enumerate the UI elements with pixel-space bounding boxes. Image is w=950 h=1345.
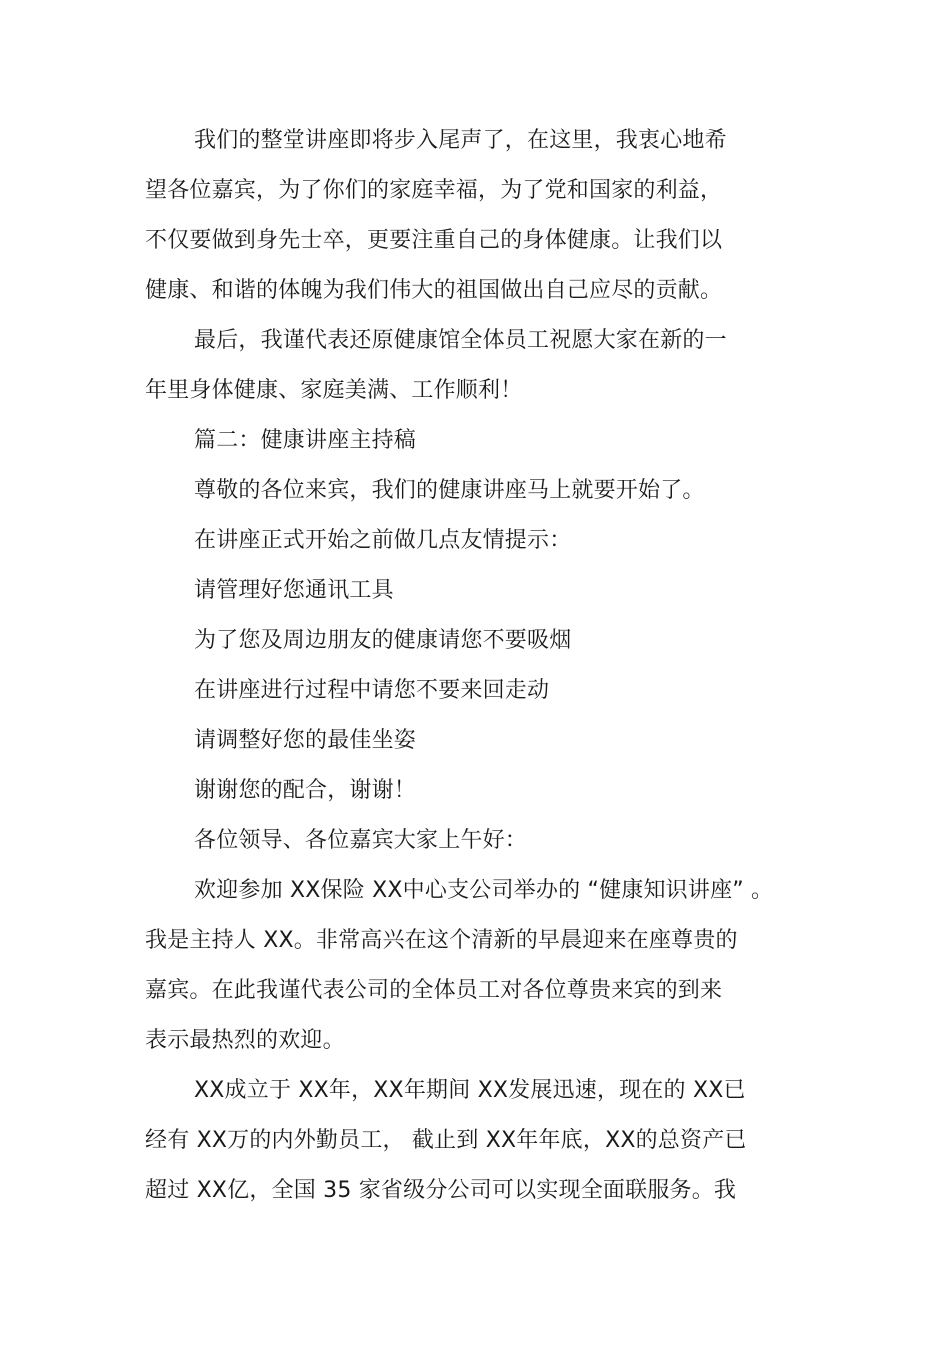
text-line-5: 最后，我谨代表还原健康馆全体员工祝愿大家在新的一 [194, 328, 727, 353]
text-line-17: 我是主持人 XX。非常高兴在这个清新的早晨迎来在座尊贵的 [145, 928, 738, 953]
text-line-20: XX成立于 XX年，XX年期间 XX发展迅速，现在的 XX已 [194, 1078, 746, 1103]
text-line-22: 超过 XX亿，全国 35 家省级分公司可以实现全面联服务。我 [145, 1178, 737, 1203]
text-line-13: 请调整好您的最佳坐姿 [194, 728, 417, 753]
text-line-1: 我们的整堂讲座即将步入尾声了，在这里，我衷心地希 [194, 128, 727, 153]
text-line-12: 在讲座进行过程中请您不要来回走动 [194, 678, 550, 703]
text-line-6: 年里身体健康、家庭美满、工作顺利！ [145, 378, 523, 403]
text-line-19: 表示最热烈的欢迎。 [145, 1028, 345, 1053]
text-line-16: 欢迎参加 XX保险 XX中心支公司举办的 “健康知识讲座” 。 [194, 878, 774, 903]
text-line-11: 为了您及周边朋友的健康请您不要吸烟 [194, 628, 572, 653]
text-line-8: 尊敬的各位来宾，我们的健康讲座马上就要开始了。 [194, 478, 705, 503]
text-line-3: 不仅要做到身先士卒，更要注重自己的身体健康。让我们以 [145, 228, 723, 253]
section-heading: 篇二：健康讲座主持稿 [194, 428, 417, 453]
text-line-21: 经有 XX万的内外勤员工， 截止到 XX年年底，XX的总资产已 [145, 1128, 747, 1153]
text-line-14: 谢谢您的配合，谢谢！ [194, 778, 417, 803]
text-line-15: 各位领导、各位嘉宾大家上午好： [194, 828, 528, 853]
text-line-10: 请管理好您通讯工具 [194, 578, 394, 603]
text-line-18: 嘉宾。在此我谨代表公司的全体员工对各位尊贵来宾的到来 [145, 978, 723, 1003]
text-line-2: 望各位嘉宾，为了你们的家庭幸福，为了党和国家的利益， [145, 178, 723, 203]
text-line-9: 在讲座正式开始之前做几点友情提示： [194, 528, 572, 553]
text-line-4: 健康、和谐的体魄为我们伟大的祖国做出自己应尽的贡献。 [145, 278, 723, 303]
